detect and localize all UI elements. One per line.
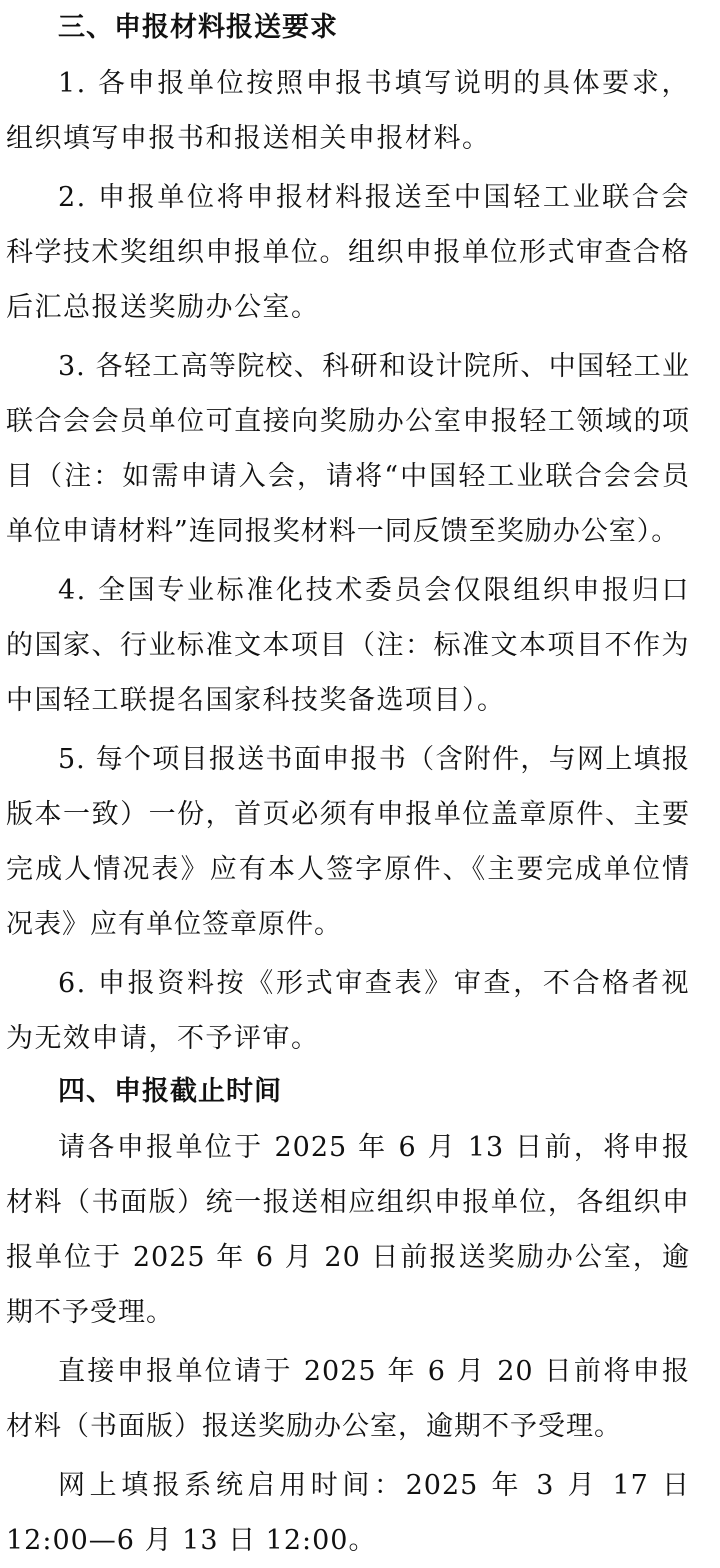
paragraph-deadline-organizations: 请各申报单位于 2025 年 6 月 13 日前，将申报材料（书面版）统一报送相应组织申报单位，各组织申报单位于 2025 年 6 月 20 日前报送奖励办公室，逾期不予受理。 — [6, 1132, 690, 1328]
paragraph-requirement-3: 3. 各轻工高等院校、科研和设计院所、中国轻工业联合会会员单位可直接向奖励办公室申报轻工领域的项目（注：如需申请入会，请将“中国轻工业联合会会员单位申请材料”连同报奖材料一同反馈至奖励办公室）。 — [6, 351, 690, 547]
paragraph-online-system-time: 网上填报系统启用时间：2025 年 3 月 17 日 12:00—6 月 13 日 12:00。 — [6, 1470, 690, 1556]
paragraph-requirement-4: 4. 全国专业标准化技术委员会仅限组织申报归口的国家、行业标准文本项目（注：标准文本项目不作为中国轻工联提名国家科技奖备选项目）。 — [6, 575, 690, 716]
paragraph-requirement-2: 2. 申报单位将申报材料报送至中国轻工业联合会科学技术奖组织申报单位。组织申报单位形式审查合格后汇总报送奖励办公室。 — [6, 182, 690, 323]
paragraph-requirement-1: 1. 各申报单位按照申报书填写说明的具体要求，组织填写申报书和报送相关申报材料。 — [6, 68, 690, 154]
paragraph-requirement-5: 5. 每个项目报送书面申报书（含附件，与网上填报版本一致）一份，首页必须有申报单位盖章原件、主要完成人情况表》应有本人签字原件、《主要完成单位情况表》应有单位签章原件。 — [6, 744, 690, 940]
section-heading-submission-requirements: 三、申报材料报送要求 — [58, 12, 338, 43]
paragraph-deadline-direct: 直接申报单位请于 2025 年 6 月 20 日前将申报材料（书面版）报送奖励办公室，逾期不予受理。 — [6, 1356, 690, 1442]
section-heading-deadline: 四、申报截止时间 — [58, 1076, 282, 1107]
paragraph-requirement-6: 6. 申报资料按《形式审查表》审查，不合格者视为无效申请，不予评审。 — [6, 968, 690, 1054]
